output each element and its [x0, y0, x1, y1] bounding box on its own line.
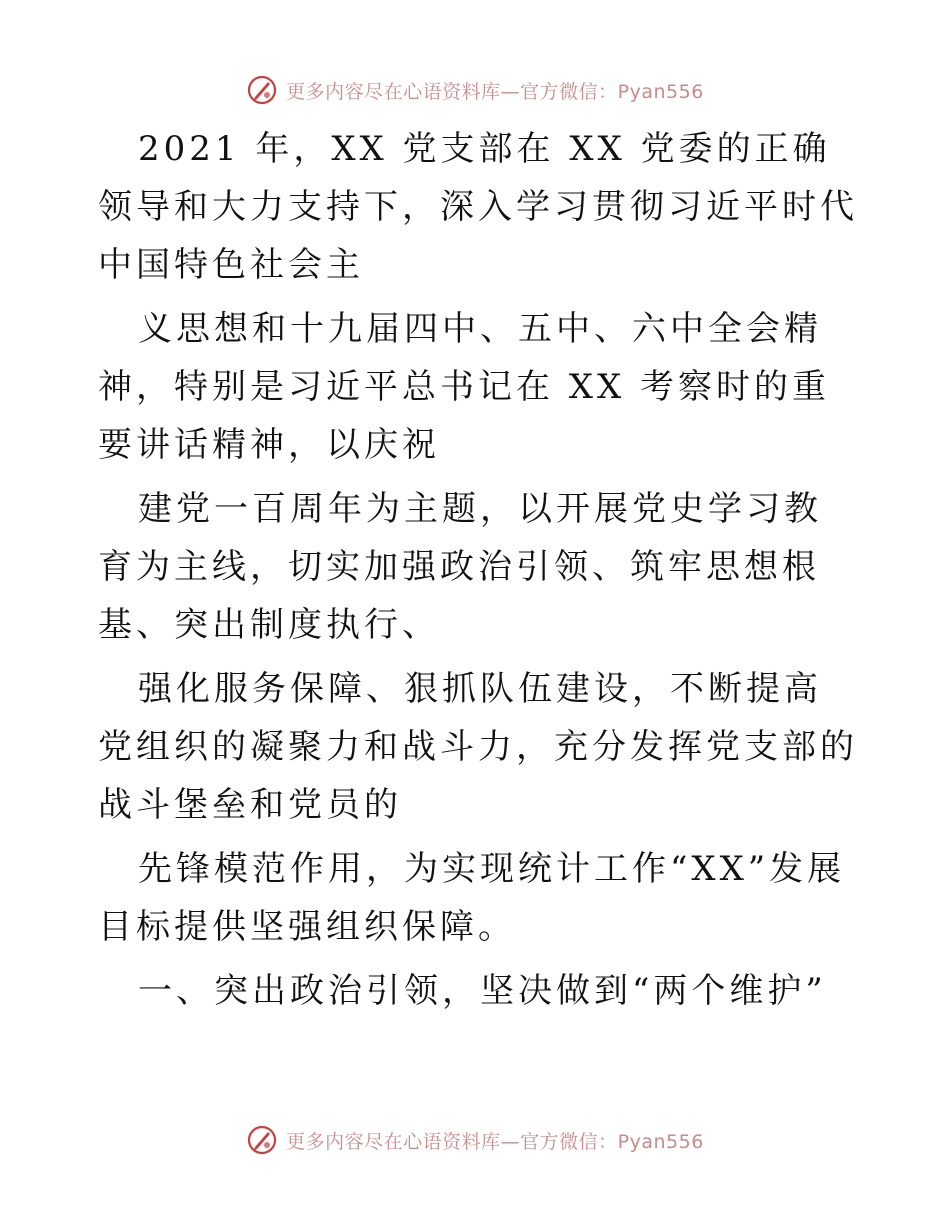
- document-body: [98, 120, 858, 1026]
- paragraph-3: 建党一百周年为主题，以开展党史学习教育为主线，切实加强政治引领、筑牢思想根基、突出制度执行、: [98, 489, 822, 645]
- quill-pen-seal-icon: [246, 1124, 278, 1156]
- paragraph-5: 先锋模范作用，为实现统计工作“XX”发展目标提供坚强组织保障。: [98, 849, 846, 947]
- paragraph-2: 义思想和十九届四中、五中、六中全会精神，特别是习近平总书记在 XX 考察时的重要讲话精神，以庆祝: [98, 309, 831, 465]
- quill-pen-seal-icon: [246, 74, 278, 106]
- watermark-footer: [0, 1120, 950, 1160]
- watermark-header: [0, 70, 950, 110]
- watermark-text: 更多内容尽在心语资料库—官方微信：Pyan556: [286, 80, 704, 103]
- paragraph-4: 强化服务保障、狠抓队伍建设，不断提高党组织的凝聚力和战斗力，充分发挥党支部的战斗堡垒和党员的: [98, 669, 858, 825]
- section-heading-1: 一、突出政治引领，坚决做到“两个维护”: [138, 971, 827, 1011]
- paragraph-1: 2021 年，XX 党支部在 XX 党委的正确领导和大力支持下，深入学习贯彻习近平时代中国特色社会主: [98, 129, 858, 285]
- watermark-text: 更多内容尽在心语资料库—官方微信：Pyan556: [286, 1130, 704, 1153]
